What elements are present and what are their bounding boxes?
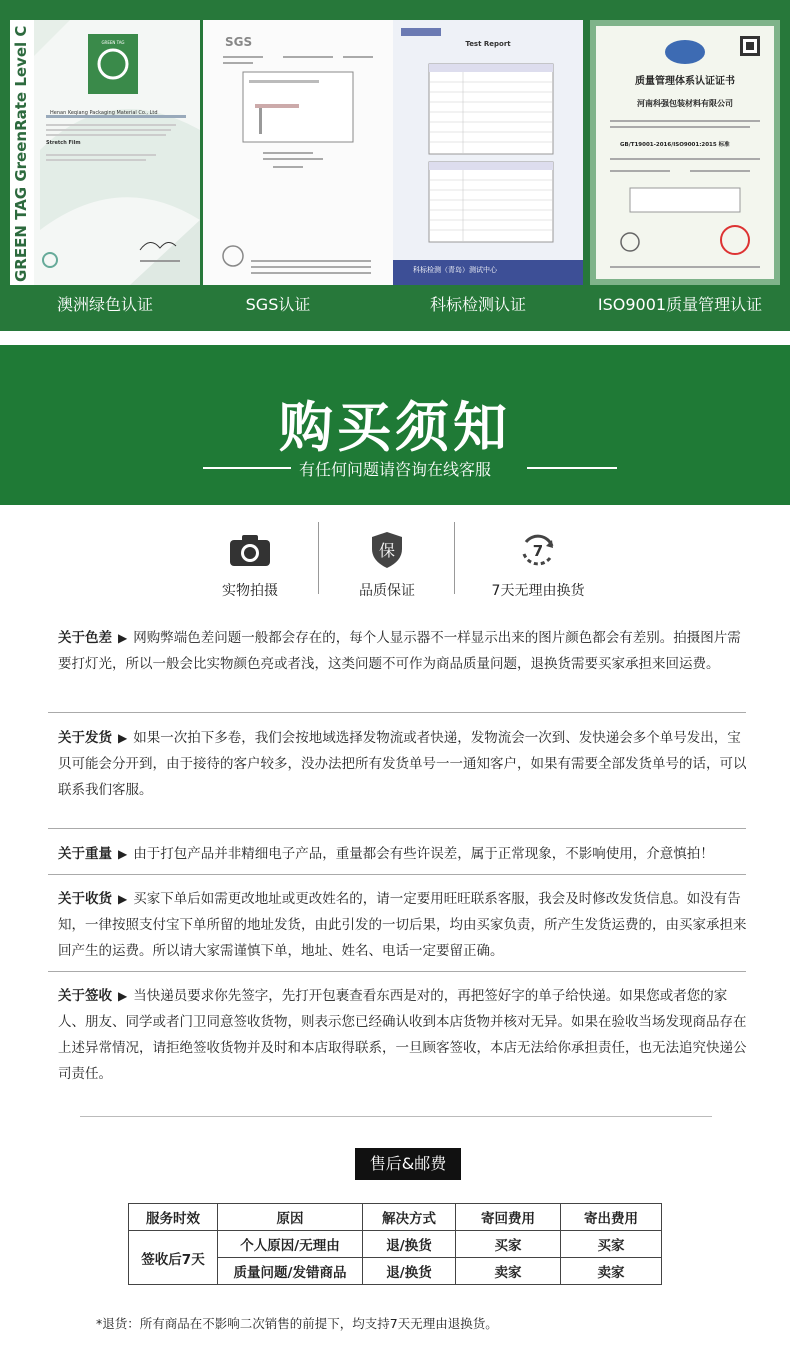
notice-receiving (58, 886, 748, 964)
divider (48, 874, 746, 875)
green-tag-product: Stretch Film (46, 140, 81, 146)
arrow-right-icon: ▶ (118, 989, 128, 1003)
notice-text: 买家下单后如需更改地址或更改姓名的，请一定要用旺旺联系客服，我会及时修改发货信息。如没有告知，一律按照支付宝下单所留的地址发货，由此引发的一切后果，均由买家负责，所产生发货运费的，由买家承担来回产生的运费。所以请大家需谨慎下单，地址、姓名、电话一定要留正确。 (58, 891, 747, 959)
svg-text:GREEN TAG: GREEN TAG (101, 40, 125, 45)
notice-text: 如果一次拍下多卷，我们会按地域选择发物流或者快递，发物流会一次到、发快递会多个单号发出，宝贝可能会分开到，由于接待的客户较多，没办法把所有发货单号一一通知客户，如果有需要全部发货单号的话，可以联系我们客服。 (58, 730, 747, 798)
notice-title: 关于色差 (58, 630, 112, 646)
banner-title: 购买须知 (279, 395, 511, 459)
test-report-footer: 科标检测（青岛）测试中心 (413, 266, 497, 274)
notice-signing (58, 983, 748, 1087)
notice-title: 关于发货 (58, 730, 112, 746)
cert-caption-sgs: SGS认证 (245, 295, 311, 314)
cert-caption-test-report: 科标检测认证 (429, 295, 526, 314)
table-cell-period: 签收后7天 (129, 1231, 218, 1285)
certificates-section (0, 0, 790, 331)
banner-right-line (527, 467, 617, 469)
camera-icon (228, 532, 272, 568)
iso-standard: GB/T19001-2016/ISO9001:2015 标准 (620, 142, 730, 148)
feature-divider-2 (454, 522, 455, 594)
after-sales-title: 售后&邮费 (355, 1148, 461, 1180)
table-cell: 卖家 (456, 1258, 561, 1285)
arrow-right-icon: ▶ (118, 631, 128, 645)
after-sales-fee-table (128, 1203, 662, 1285)
notice-color-difference (58, 625, 748, 677)
table-header-cell: 寄出费用 (561, 1204, 662, 1231)
test-report-title: Test Report (465, 40, 511, 48)
banner-subtitle: 有任何问题请咨询在线客服 (298, 460, 491, 479)
sgs-logo-text: SGS (225, 35, 253, 49)
table-cell: 退/换货 (363, 1258, 456, 1285)
table-header-cell: 解决方式 (363, 1204, 456, 1231)
notice-shipping (58, 725, 748, 803)
notice-text: 网购弊端色差问题一般都会存在的，每个人显示器不一样显示出来的图片颜色都会有差别。拍摄图片需要打灯光，所以一般会比实物颜色亮或者浅，这类问题不可作为商品质量问题，退换货需要买家承担来回运费。 (58, 630, 741, 672)
green-tag-vertical-text: GREEN TAG GreenRate Level C (12, 25, 30, 282)
feature-real-photo (190, 530, 310, 600)
table-cell: 退/换货 (363, 1231, 456, 1258)
feature-label-quality: 品质保证 (359, 583, 415, 599)
table-cell: 质量问题/发错商品 (218, 1258, 363, 1285)
feature-quality-guarantee (327, 530, 447, 600)
table-cell: 买家 (456, 1231, 561, 1258)
test-report-certificate-image (393, 20, 583, 285)
feature-divider-1 (318, 522, 319, 594)
table-header-row (129, 1204, 662, 1231)
after-sales-footnote: *退货：所有商品在不影响二次销售的前提下，均支持7天无理由退换货。 (96, 1316, 498, 1331)
divider (48, 828, 746, 829)
table-header-cell: 原因 (218, 1204, 363, 1231)
table-cell: 卖家 (561, 1258, 662, 1285)
cert-caption-green-tag: 澳洲绿色认证 (56, 295, 153, 314)
feature-seven-day-exchange (472, 530, 604, 600)
divider (48, 971, 746, 972)
feature-label-seven-day: 7天无理由换货 (491, 583, 585, 599)
iso-doc-title: 质量管理体系认证证书 (635, 76, 735, 87)
divider (48, 712, 746, 713)
table-row (129, 1231, 662, 1258)
green-tag-company: Henan Keqiang Packaging Material Co., Ltd (50, 110, 158, 116)
iso9001-certificate-image (590, 20, 780, 285)
after-sales-divider (80, 1116, 712, 1117)
table-header-cell: 服务时效 (129, 1204, 218, 1231)
sgs-certificate-image (203, 20, 393, 285)
notice-title: 关于重量 (58, 846, 112, 862)
notice-title: 关于签收 (58, 988, 112, 1004)
refresh-glyph: 7 (532, 542, 544, 560)
section-gap (0, 331, 790, 345)
table-header-cell: 寄回费用 (456, 1204, 561, 1231)
notice-text: 由于打包产品并非精细电子产品，重量都会有些许误差，属于正常现象，不影响使用，介意慎拍！ (133, 846, 714, 862)
cert-caption-iso9001: ISO9001质量管理认证 (597, 295, 763, 314)
purchase-notice-banner (0, 345, 790, 505)
table-cell: 个人原因/无理由 (218, 1231, 363, 1258)
refresh-seven-icon (518, 530, 558, 570)
shield-icon (370, 531, 404, 569)
arrow-right-icon: ▶ (118, 731, 128, 745)
iso-company: 河南科强包装材料有限公司 (637, 99, 733, 108)
notice-title: 关于收货 (58, 891, 112, 907)
arrow-right-icon: ▶ (118, 847, 128, 861)
arrow-right-icon: ▶ (118, 892, 128, 906)
table-cell: 买家 (561, 1231, 662, 1258)
notice-text: 当快递员要求你先签字，先打开包裹查看东西是对的，再把签好字的单子给快递。如果您或者您的家人、朋友、同学或者门卫同意签收货物，则表示您已经确认收到本店货物并核对无异。如果在验收当场发现商品存在上述异常情况，请拒绝签收货物并及时和本店取得联系，一旦顾客签收，本店无法给你承担责任，也无法追究快递公司责任。 (58, 988, 747, 1082)
shield-glyph: 保 (378, 541, 396, 560)
feature-label-real-photo: 实物拍摄 (222, 583, 278, 599)
notice-weight (58, 841, 748, 867)
green-tag-certificate-image (10, 20, 200, 285)
